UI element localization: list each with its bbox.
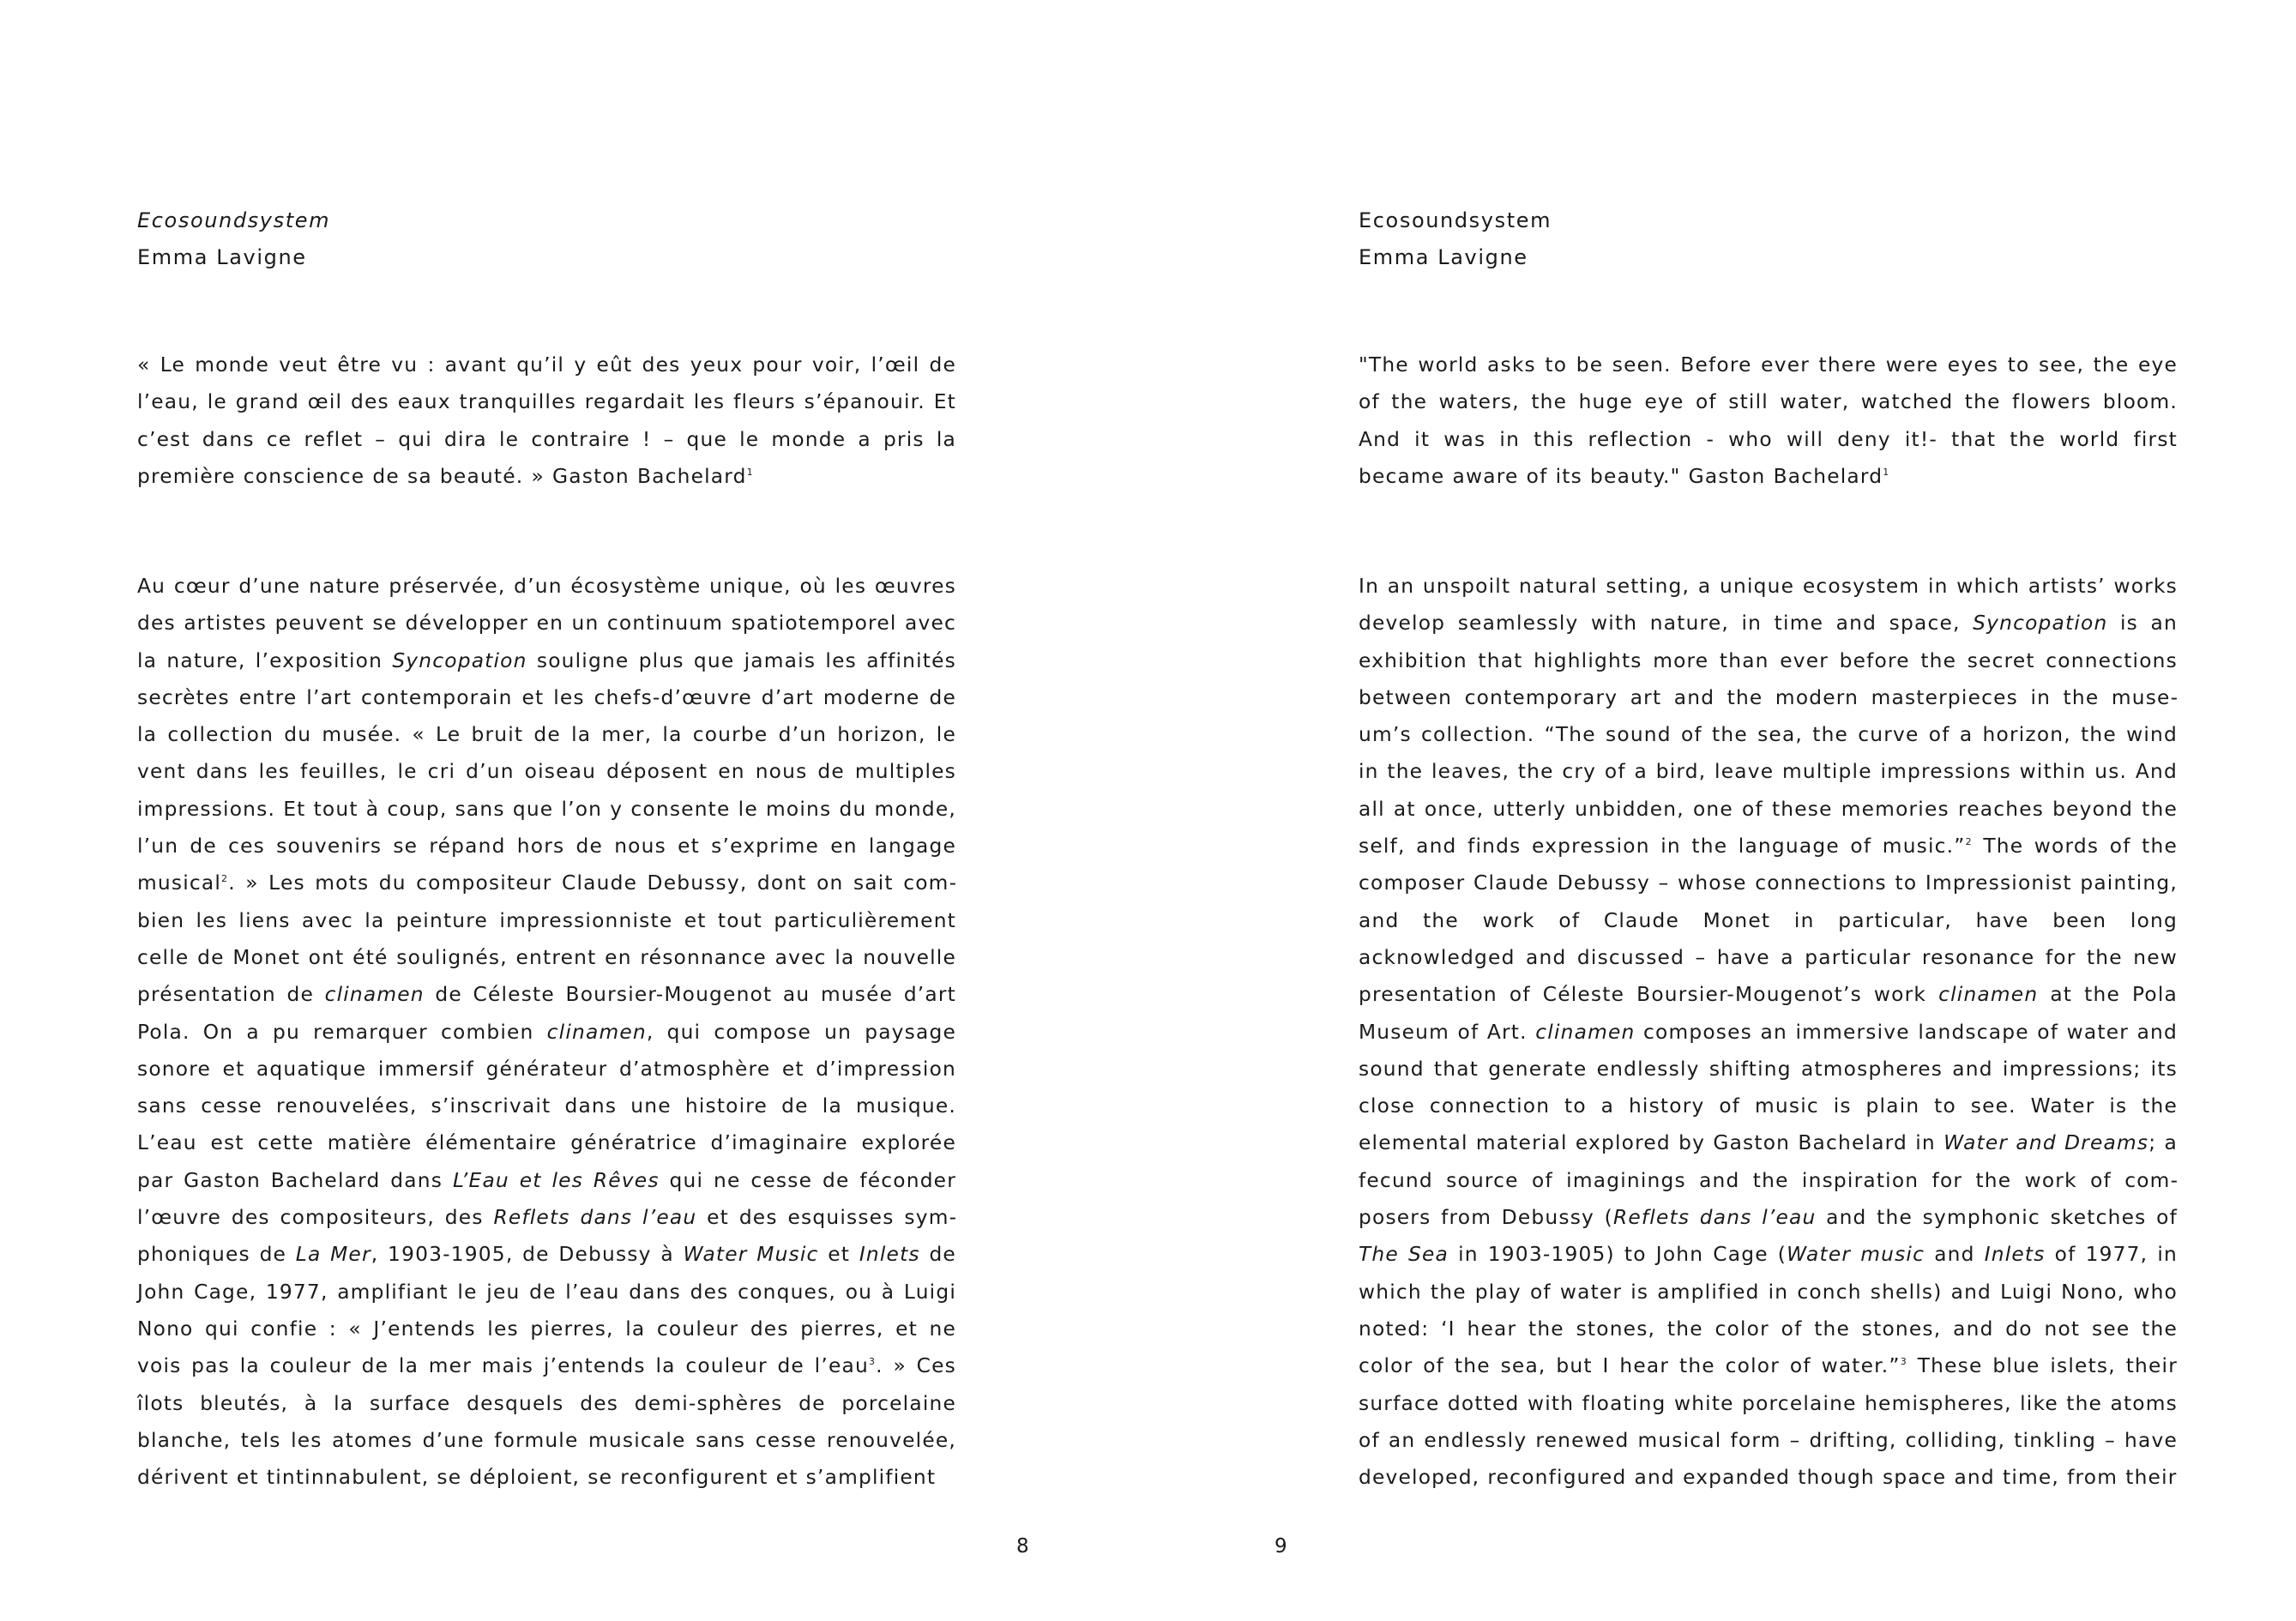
text-run: is an exhibition that highlights more than ever before the secret connections between contemporary art and the modern masterpieces in the museum’s collection. “The sound of the sea, the curve of a horizon, the wind in the leaves, the cry of a bird, leave multiple impressions within us. And all at once, utterly unbidden, one of these memories reaches beyond the self, and finds expression in the language of music.” [1359,612,2178,859]
left-body-paragraph [137,568,956,1496]
italic-title: Syncopation [392,648,527,672]
text-run: The words of the composer Claude Debussy – whose connections to Impressionist painting, and the work of Claude Monet in particular, have been long acknowledged and discussed – have a particular resonance for the new presentation of Céleste Boursier-Mougenot’s work [1359,835,2178,1007]
right-author-name: Emma Lavigne [1359,245,1528,269]
left-text-column [137,202,957,1490]
right-epigraph-text [1359,346,2178,495]
text-run: These blue islets, their surface dotted with floating white porcelaine hemispheres, like the atoms of an endlessly renewed musical form – drifting, colliding, tinkling – have developed, reconfigured and expanded though space and time, from their [1359,1354,2178,1490]
text-run: in 1903-1905) to John Cage ( [1449,1243,1787,1267]
italic-title: clinamen [324,983,425,1007]
text-run: ; a fecund source of imaginings and the inspiration for the work of composers from Debussy ( [1359,1131,2178,1230]
left-page-number: 8 [1016,1535,1030,1558]
text-run: of 1977, in which the play of water is amplified in conch shells) and Luigi Nono, who noted: ‘I hear the stones, the color of the stones, and do not see the color of the sea, but I hear the color of water.” [1359,1243,2178,1378]
left-epigraph-text [137,346,956,495]
italic-title: Inlets [1984,1243,2046,1267]
left-epigraph-footnote-ref: 1 [746,466,754,478]
left-essay-title: Ecosoundsystem [137,208,331,232]
right-body-paragraph [1359,568,2178,1496]
right-body [1359,568,2178,1496]
text-run: Au cœur d’une nature préservée, d’un écosystème unique, où les œuvres des artistes peuvent se développer en un continuum spatiotemporel avec la nature, l’exposition [137,575,956,672]
text-run: qui ne cesse de féconder l’œuvre des compositeurs, des [137,1168,956,1230]
footnote-ref: 2 [1965,836,1973,848]
right-essay-title: Ecosoundsystem [1359,208,1552,232]
left-epigraph-quote: « Le monde veut être vu : avant qu’il y eût des yeux pour voir, l’œil de l’eau, le grand œil des eaux tranquilles regardait les fleurs s’épanouir. Et c’est dans ce reflet – qui dira le contraire ! – que le monde a pris la première conscience de sa beauté. » Gaston Bachelard [137,353,956,488]
right-page-number: 9 [1275,1535,1288,1558]
text-run: and the symphonic sketches of [1816,1206,2178,1230]
left-epigraph [137,346,956,495]
italic-title: L’Eau et les Rêves [452,1168,660,1192]
text-run: , qui compose un paysage sonore et aquatique immersif générateur d’atmosphère et d’impression sans cesse renouvelées, s’inscrivait dans une histoire de la musique. L’eau est cette matière élémentaire génératrice d’imaginaire explorée par Gaston Bachelard dans [137,1020,956,1192]
italic-title: Water Music [683,1243,819,1267]
italic-title: Reflets dans l’eau [1612,1206,1817,1230]
footnote-ref: 3 [1900,1356,1907,1368]
left-author-name: Emma Lavigne [137,245,307,269]
italic-title: Water and Dreams [1943,1131,2149,1155]
right-epigraph-footnote-ref: 1 [1883,466,1890,478]
text-run: . » Ces îlots bleutés, à la surface desquels des demi-sphères de porcelaine blanche, tels les atomes d’une formule musicale sans cesse renouvelée, dérivent et tintinnabulent, se déploient, se reconfigurent et s’amplifient [137,1354,956,1490]
italic-title: Water music [1787,1243,1925,1267]
text-run: de Céleste Boursier-Mougenot au musée d’art Pola. On a pu remarquer combien [137,983,956,1044]
right-epigraph [1359,346,2178,495]
text-run: and [1925,1243,1985,1267]
italic-title: La Mer [295,1243,371,1267]
left-body [137,568,956,1496]
italic-title: Inlets [859,1243,920,1267]
text-run: In an unspoilt natural setting, a unique ecosystem in which artists’ works develop seamlessly with nature, in time and space, [1359,575,2178,636]
italic-title: Reflets dans l’eau [493,1206,697,1230]
right-text-column [1359,202,2178,1490]
text-run: et des esquisses symphoniques de [137,1206,957,1267]
right-epigraph-quote: "The world asks to be seen. Before ever there were eyes to see, the eye of the waters, the huge eye of still water, watched the flowers bloom. And it was in this reflection - who will deny it!- that the world first became aware of its beauty." Gaston Bachelard [1359,353,2178,488]
footnote-ref: 2 [221,873,229,885]
text-run: at the Pola Museum of Art. [1359,983,2178,1044]
italic-title: clinamen [546,1020,647,1044]
italic-title: Syncopation [1973,612,2108,636]
text-run: composes an immersive landscape of water and sound that generate endlessly shifting atmospheres and impressions; its close connection to a history of music is plain to see. Water is the elemental material explored by Gaston Bachelard in [1359,1020,2178,1155]
text-run: et [818,1243,859,1267]
text-run: . » Les mots du compositeur Claude Debussy, dont on sait combien les liens avec la peinture impressionniste et tout particulièrement celle de Monet ont été soulignés, entrent en résonnance avec la nouvelle présentation de [137,871,956,1007]
right-page [1148,0,2295,1621]
italic-title: clinamen [1535,1020,1636,1044]
italic-title: clinamen [1938,983,2039,1007]
text-run: souligne plus que jamais les affinités secrètes entre l’art contemporain et les chefs-d’œuvre d’art moderne de la collection du musée. « Le bruit de la mer, la courbe d’un horizon, le vent dans les feuilles, le cri d’un oiseau déposent en nous de multiples impressions. Et tout à coup, sans que l’on y consente le moins du monde, l’un de ces souvenirs se répand hors de nous et s’exprime en langage musical [137,648,956,895]
text-run: de John Cage, 1977, amplifiant le jeu de l’eau dans des conques, ou à Luigi Nono qui confie : « J’entends les pierres, la couleur des pierres, et ne vois pas la couleur de la mer mais j’entends la couleur de l’eau [137,1243,956,1378]
text-run: , 1903-1905, de Debussy à [371,1243,684,1267]
italic-title: The Sea [1359,1243,1449,1267]
footnote-ref: 3 [868,1356,877,1368]
